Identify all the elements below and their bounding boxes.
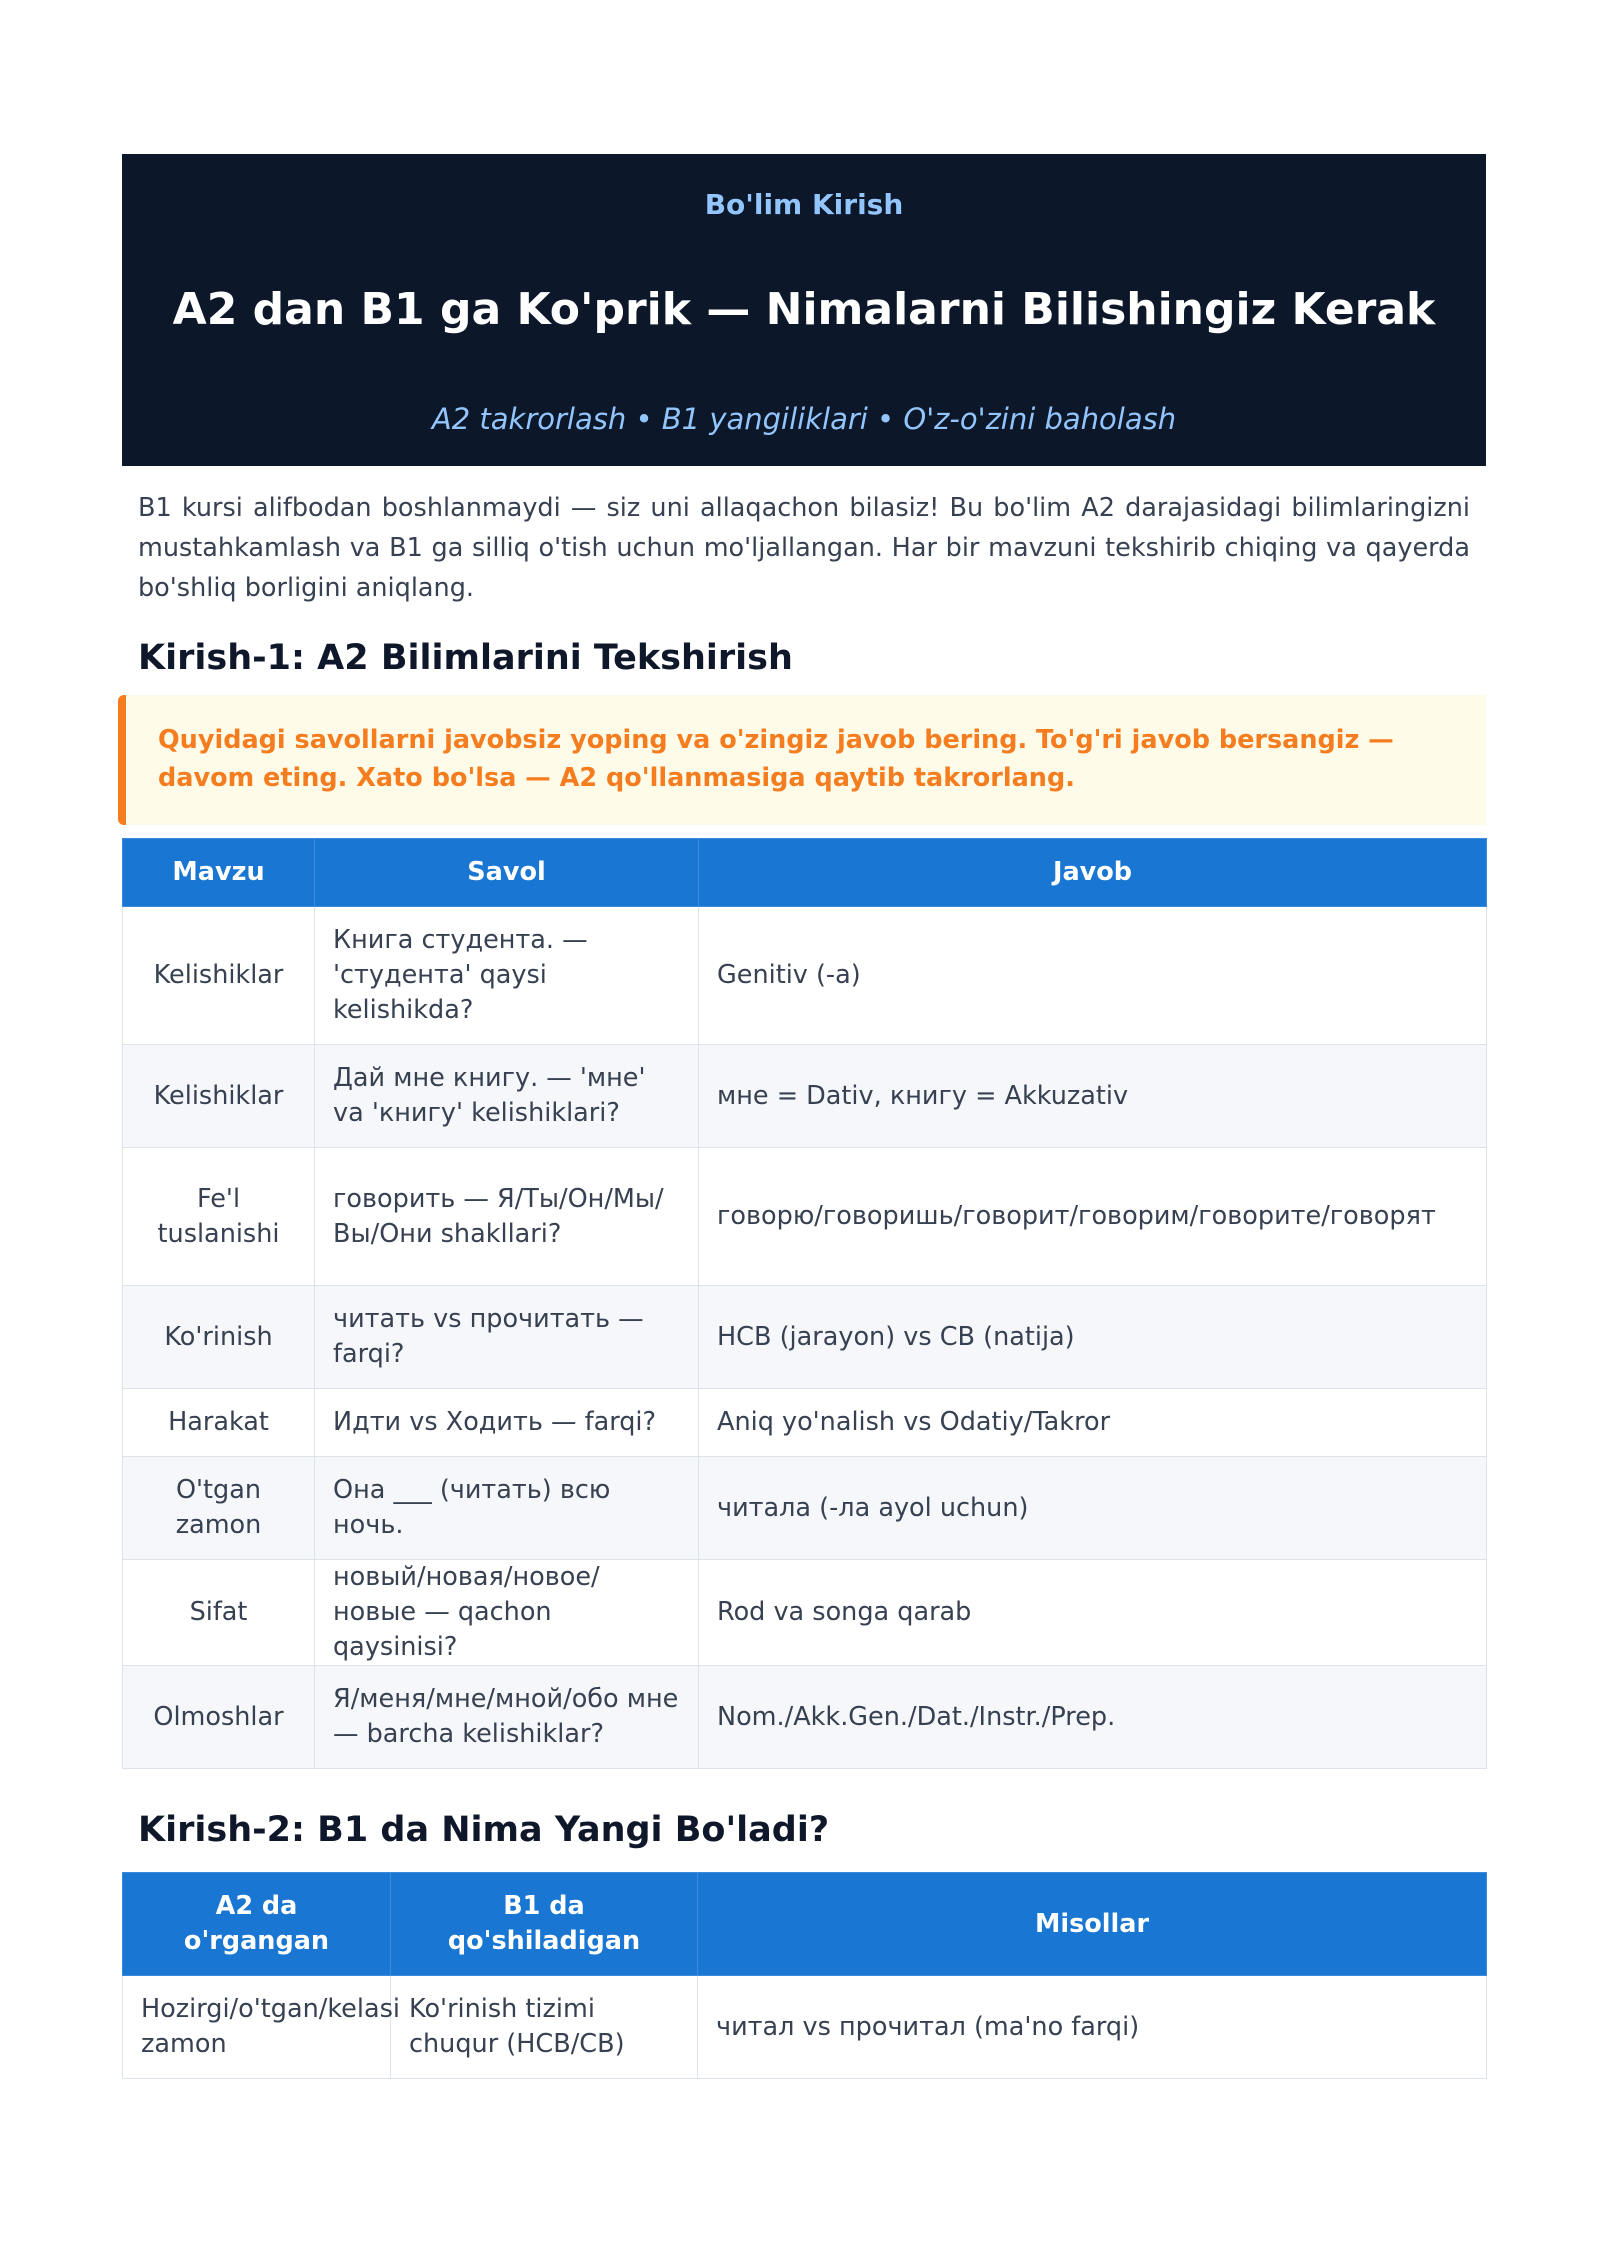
column-header-answer: Javob <box>699 839 1487 907</box>
topic-cell: Harakat <box>123 1389 315 1457</box>
topic-cell: Kelishiklar <box>123 1045 315 1148</box>
table-row <box>123 907 1487 1045</box>
b1-new-topics-table <box>122 1872 1487 2079</box>
section1-heading: Kirish-1: A2 Bilimlarini Tekshirish <box>138 638 793 678</box>
topic-cell: O'tgan zamon <box>123 1457 315 1560</box>
answer-cell: Aniq yo'nalish vs Odatiy/Takror <box>699 1389 1487 1457</box>
column-header-learned: A2 da o'rgangan <box>123 1873 391 1976</box>
answer-cell: Rod va songa qarab <box>699 1560 1487 1666</box>
topic-cell: Ko'rinish <box>123 1286 315 1389</box>
page-title: A2 dan B1 ga Ko'prik — Nimalarni Bilishingiz Kerak <box>172 284 1436 335</box>
question-cell: Идти vs Ходить — farqi? <box>315 1389 699 1457</box>
table-row <box>123 1666 1487 1769</box>
question-cell: Я/меня/мне/мной/обо мне — barcha kelishiklar? <box>315 1666 699 1769</box>
table-row <box>123 1045 1487 1148</box>
learned-cell: Hozirgi/o'tgan/kelasi zamon <box>123 1976 391 2079</box>
answer-cell: читала (-ла ayol uchun) <box>699 1457 1487 1560</box>
table-row <box>123 1148 1487 1286</box>
added-cell: Ko'rinish tizimi chuqur (НСВ/СВ) <box>391 1976 698 2079</box>
table-row <box>123 1457 1487 1560</box>
answer-cell: Genitiv (-а) <box>699 907 1487 1045</box>
column-header-added: B1 da qo'shiladigan <box>391 1873 698 1976</box>
topic-cell: Kelishiklar <box>123 907 315 1045</box>
topic-cell: Fe'l tuslanishi <box>123 1148 315 1286</box>
column-header-examples: Misollar <box>698 1873 1487 1976</box>
question-cell: Она ___ (читать) всю ночь. <box>315 1457 699 1560</box>
table-header-row <box>123 1873 1487 1976</box>
column-header-question: Savol <box>315 839 699 907</box>
examples-cell: читал vs прочитал (ma'no farqi) <box>698 1976 1487 2079</box>
table-header-row <box>123 839 1487 907</box>
section-eyebrow: Bo'lim Kirish <box>704 188 904 221</box>
answer-cell: мне = Dativ, книгу = Akkuzativ <box>699 1045 1487 1148</box>
section2-heading: Kirish-2: B1 da Nima Yangi Bo'ladi? <box>138 1810 830 1850</box>
topic-cell: Olmoshlar <box>123 1666 315 1769</box>
question-cell: говорить — Я/Ты/Он/Мы/Вы/Они shakllari? <box>315 1148 699 1286</box>
answer-cell: НСВ (jarayon) vs СВ (natija) <box>699 1286 1487 1389</box>
table-row <box>123 1560 1487 1666</box>
topic-cell: Sifat <box>123 1560 315 1666</box>
table-row <box>123 1389 1487 1457</box>
question-cell: Книга студента. — 'студента' qaysi kelishikda? <box>315 907 699 1045</box>
page-subtitle: A2 takrorlash • B1 yangiliklari • O'z-o'zini baholash <box>431 402 1177 436</box>
a2-check-table <box>122 838 1487 1769</box>
question-cell: Дай мне книгу. — 'мне' va 'книгу' kelishiklari? <box>315 1045 699 1148</box>
section-banner <box>122 154 1486 466</box>
table-row <box>123 1286 1487 1389</box>
table-row <box>123 1976 1487 2079</box>
intro-paragraph: B1 kursi alifbodan boshlanmaydi — siz uni allaqachon bilasiz! Bu bo'lim A2 darajasidagi bilimlaringizni mustahkamlash va B1 ga silliq o'tish uchun mo'ljallangan. Har bir mavzuni tekshirib chiqing va qayerda bo'shliq borligini aniqlang. <box>138 493 1470 603</box>
answer-cell: Nom./Akk.Gen./Dat./Instr./Prep. <box>699 1666 1487 1769</box>
question-cell: новый/новая/новое/новые — qachon qaysinisi? <box>315 1560 699 1666</box>
column-header-topic: Mavzu <box>123 839 315 907</box>
instruction-callout: Quyidagi savollarni javobsiz yoping va o'zingiz javob bering. To'g'ri javob bersangiz — davom eting. Xato bo'lsa — A2 qo'llanmasiga qaytib takrorlang. <box>118 695 1486 825</box>
question-cell: читать vs прочитать — farqi? <box>315 1286 699 1389</box>
answer-cell: говорю/говоришь/говорит/говорим/говорите/говорят <box>699 1148 1487 1286</box>
